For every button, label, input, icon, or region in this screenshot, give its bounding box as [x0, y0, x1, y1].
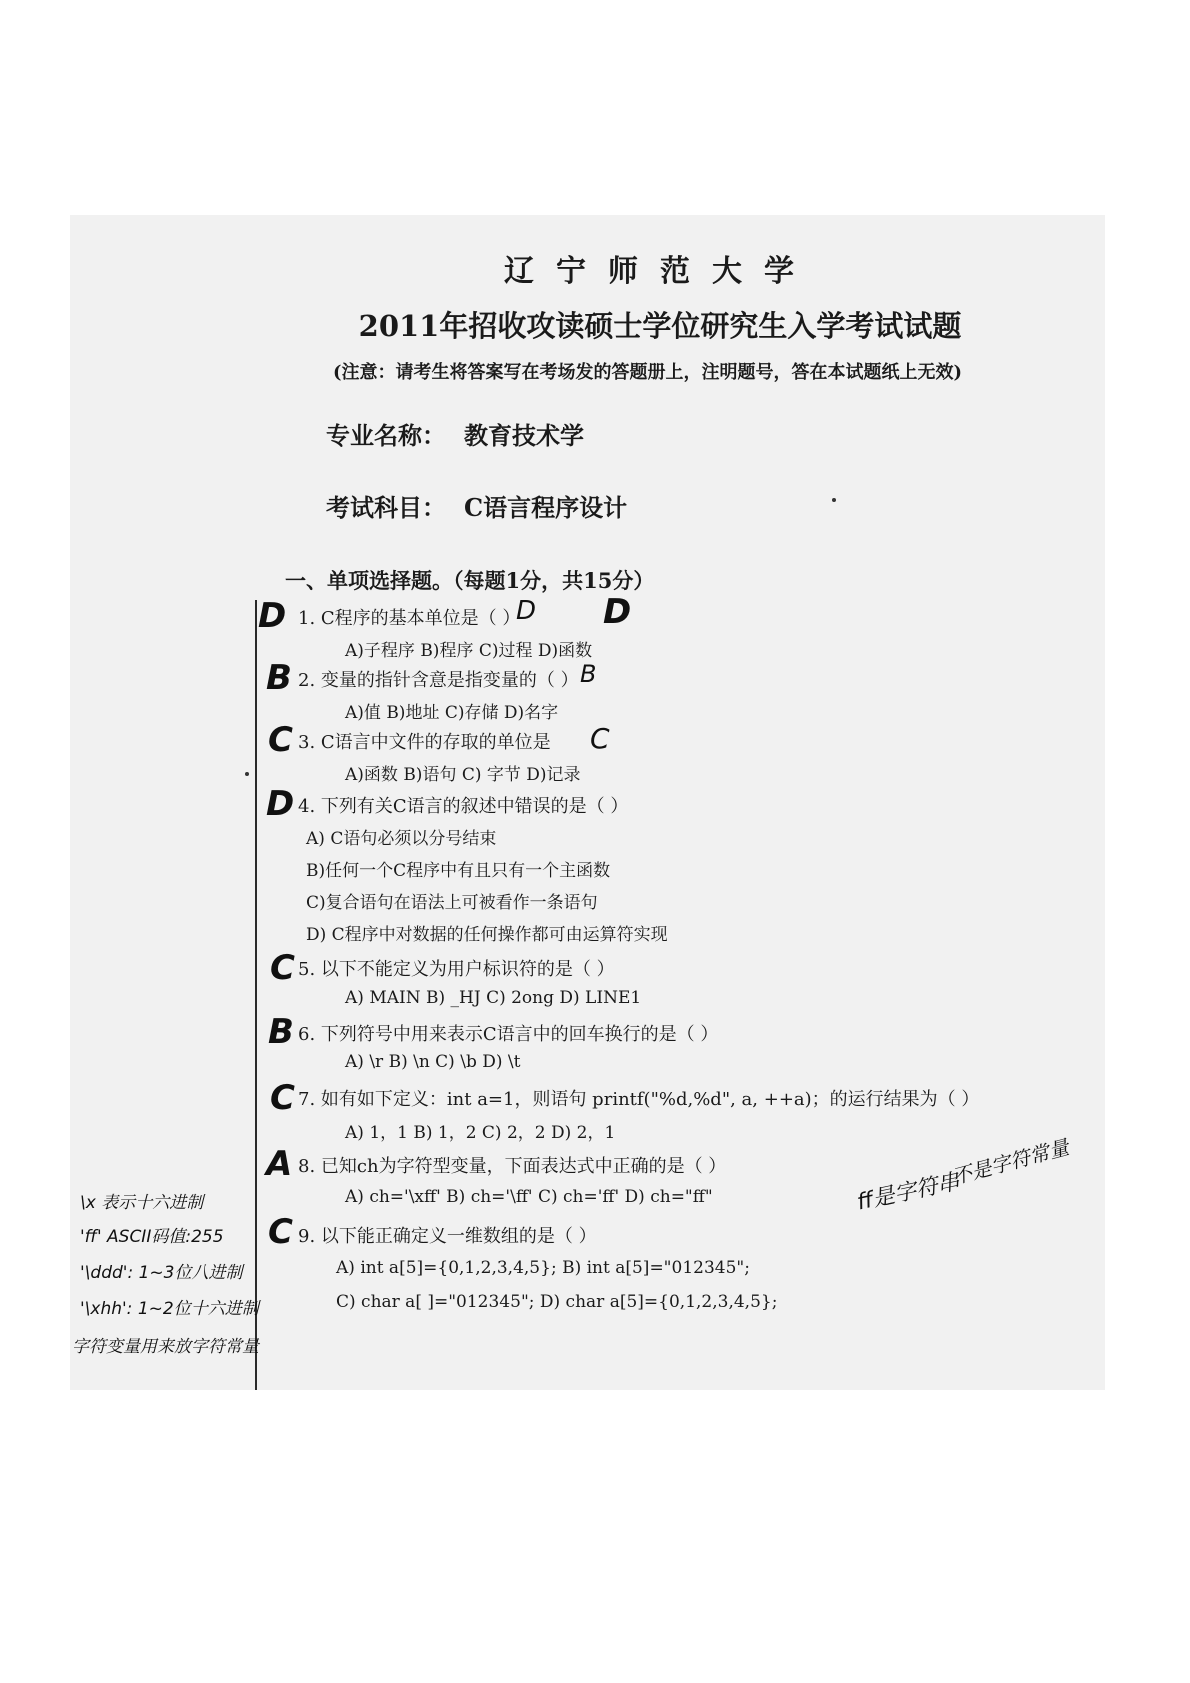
stray-dot — [245, 772, 249, 776]
side-note-1: \x 表示十六进制 — [80, 1193, 204, 1213]
major-line — [326, 416, 584, 451]
handwritten-answer-6: B — [268, 1012, 294, 1052]
side-note-2: 'ff' ASCII码值:255 — [80, 1227, 224, 1247]
question-8-stem: 8. 已知ch为字符型变量，下面表达式中正确的是（ ） — [298, 1156, 727, 1177]
handwritten-answer-7: C — [270, 1078, 295, 1118]
question-4-option-c: C)复合语句在语法上可被看作一条语句 — [306, 893, 598, 913]
question-3-stem: 3. C语言中文件的存取的单位是 — [298, 732, 551, 753]
question-4-option-b: B)任何一个C程序中有且只有一个主函数 — [306, 861, 611, 881]
side-note-3: '\ddd': 1~3位八进制 — [80, 1263, 243, 1283]
margin-pen-line — [255, 600, 257, 1390]
question-5-options: A) MAIN B) _HJ C) 2ong D) LINE1 — [345, 988, 642, 1008]
question-6-stem: 6. 下列符号中用来表示C语言中的回车换行的是（ ） — [298, 1024, 719, 1045]
question-2-stem: 2. 变量的指针含意是指变量的（ ） — [298, 670, 579, 691]
subject-label: 考试科目： — [326, 493, 446, 522]
right-note-1: ff是字符串 — [854, 1169, 962, 1216]
question-3-options: A)函数 B)语句 C) 字节 D)记录 — [345, 765, 581, 785]
handwritten-answer-2: B — [266, 658, 292, 698]
question-9-option-ab: A) int a[5]={0,1,2,3,4,5}; B) int a[5]="012345"; — [336, 1258, 750, 1278]
question-9-stem: 9. 以下能正确定义一维数组的是（ ） — [298, 1226, 597, 1247]
question-7-stem: 7. 如有如下定义：int a=1，则语句 printf("%d,%d", a, ++a)；的运行结果为（ ） — [298, 1089, 980, 1110]
subject-value: C语言程序设计 — [464, 493, 628, 522]
question-1-options: A)子程序 B)程序 C)过程 D)函数 — [345, 641, 593, 661]
question-7-options: A) 1，1 B) 1，2 C) 2，2 D) 2，1 — [345, 1123, 616, 1143]
question-4-option-a: A) C语句必须以分号结束 — [306, 829, 497, 849]
question-5-stem: 5. 以下不能定义为用户标识符的是（ ） — [298, 959, 615, 980]
question-2-options: A)值 B)地址 C)存储 D)名字 — [345, 703, 559, 723]
handwritten-answer-1: D — [258, 596, 287, 636]
subject-line — [326, 488, 627, 523]
handwritten-answer-3: C — [268, 720, 293, 760]
handwritten-answer-4: D — [266, 784, 295, 824]
section-title: 一、单项选择题。（每题1分，共15分） — [285, 568, 655, 593]
major-value: 教育技术学 — [464, 421, 584, 450]
question-6-options: A) \r B) \n C) \b D) \t — [345, 1052, 521, 1072]
exam-title: 2011年招收攻读硕士学位研究生入学考试试题 — [358, 309, 962, 343]
side-note-4: '\xhh': 1~2位十六进制 — [80, 1299, 259, 1319]
question-4-option-d: D) C程序中对数据的任何操作都可由运算符实现 — [306, 925, 668, 945]
inline-answer-2: B — [580, 660, 597, 688]
question-9-option-cd: C) char a[ ]="012345"; D) char a[5]={0,1,2,3,4,5}; — [336, 1292, 778, 1312]
right-note-2: 不是字符常量 — [949, 1134, 1072, 1190]
stray-dot — [832, 498, 836, 502]
major-label: 专业名称： — [326, 421, 446, 450]
handwritten-answer-8: A — [266, 1144, 293, 1184]
question-1-stem: 1. C程序的基本单位是（ ） — [298, 608, 521, 629]
handwritten-answer-5: C — [270, 948, 295, 988]
inline-answer-1-paren: D — [516, 596, 537, 626]
side-note-5: 字符变量用来放字符常量 — [72, 1337, 259, 1357]
inline-answer-1: D — [603, 592, 632, 632]
question-4-stem: 4. 下列有关C语言的叙述中错误的是（ ） — [298, 796, 629, 817]
exam-notice: (注意：请考生将答案写在考场发的答题册上，注明题号，答在本试题纸上无效) — [333, 362, 963, 383]
question-8-options: A) ch='\xff' B) ch='\ff' C) ch='ff' D) ch="ff" — [345, 1187, 713, 1207]
handwritten-answer-9: C — [268, 1212, 293, 1252]
school-name: 辽宁师范大学 — [504, 254, 816, 289]
inline-answer-3: C — [590, 722, 610, 755]
